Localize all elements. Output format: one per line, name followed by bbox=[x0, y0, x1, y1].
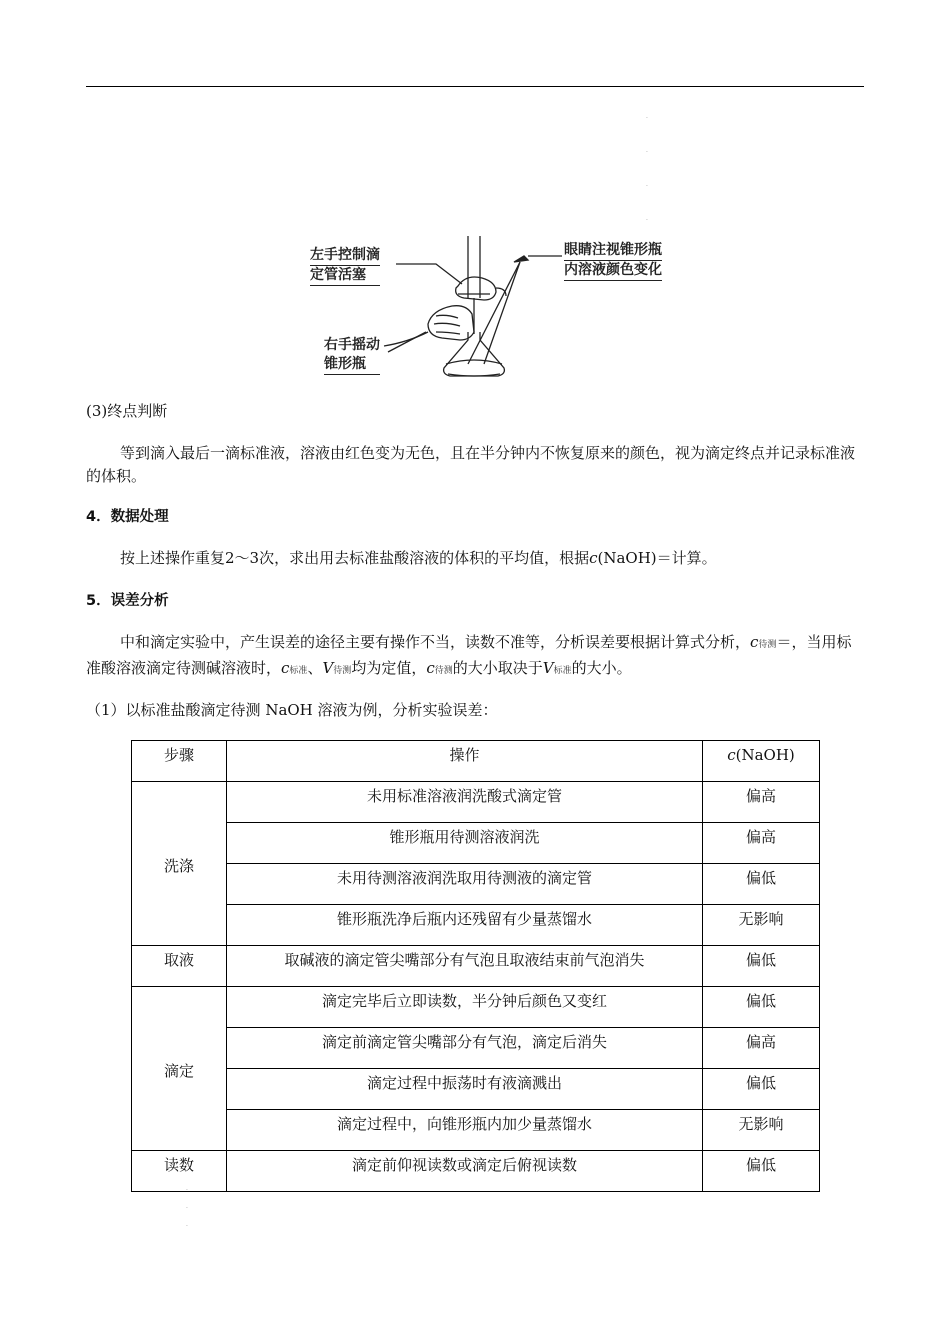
var-c: c bbox=[426, 659, 435, 677]
subscript-biaozhun: 标准 bbox=[553, 666, 572, 676]
table-row bbox=[132, 1028, 820, 1069]
right-hand-label-line1: 右手摇动 bbox=[324, 337, 380, 353]
result-cell: 偏低 bbox=[703, 864, 820, 905]
operation-cell: 未用待测溶液润洗取用待测液的滴定管 bbox=[227, 864, 703, 905]
eye-label bbox=[564, 241, 662, 281]
section5-text-3: 均为定值， bbox=[351, 659, 427, 677]
left-hand-label-line2: 定管活塞 bbox=[310, 266, 380, 286]
table-row bbox=[132, 946, 820, 987]
var-c: c bbox=[281, 659, 290, 677]
operation-cell: 滴定前滴定管尖嘴部分有气泡，滴定后消失 bbox=[227, 1028, 703, 1069]
result-cell: 偏低 bbox=[703, 1151, 820, 1192]
section3-body: 等到滴入最后一滴标准液，溶液由红色变为无色，且在半分钟内不恢复原来的颜色，视为滴定终点并记录标准液的体积。 bbox=[86, 444, 856, 485]
table-row bbox=[132, 1110, 820, 1151]
operation-cell: 取碱液的滴定管尖嘴部分有气泡且取液结束前气泡消失 bbox=[227, 946, 703, 987]
section4-body bbox=[86, 547, 864, 570]
result-cell: 无影响 bbox=[703, 905, 820, 946]
subscript-daice: 待测 bbox=[758, 640, 777, 650]
header-result-rest: (NaOH) bbox=[735, 746, 795, 764]
eye-label-line2: 内溶液颜色变化 bbox=[564, 261, 662, 281]
table-row bbox=[132, 905, 820, 946]
table-row bbox=[132, 864, 820, 905]
result-cell: 偏低 bbox=[703, 946, 820, 987]
section4-text-1: 按上述操作重复2～3次，求出用去标准盐酸溶液的体积的平均值，根据 bbox=[120, 549, 590, 567]
left-hand-label-line1: 左手控制滴 bbox=[310, 246, 380, 266]
section5-text-4: 的大小取决于 bbox=[452, 659, 543, 677]
header-result bbox=[703, 741, 820, 782]
var-c: c bbox=[750, 633, 759, 651]
operation-cell: 未用标准溶液润洗酸式滴定管 bbox=[227, 782, 703, 823]
operation-cell: 滴定过程中，向锥形瓶内加少量蒸馏水 bbox=[227, 1110, 703, 1151]
operation-cell: 滴定前仰视读数或滴定后俯视读数 bbox=[227, 1151, 703, 1192]
subscript-biaozhun: 标准 bbox=[289, 666, 308, 676]
step-cell: 读数 bbox=[132, 1151, 227, 1192]
step-cell: 滴定 bbox=[132, 987, 227, 1151]
header-rule bbox=[86, 86, 864, 87]
right-hand-label-line2: 锥形瓶 bbox=[324, 355, 380, 375]
section5-body bbox=[86, 631, 864, 683]
margin-dots-bottom: . . . bbox=[186, 1185, 188, 1228]
result-cell: 偏低 bbox=[703, 987, 820, 1028]
section5-text-2: ＝，当用标准酸溶液滴定待测碱溶液时， bbox=[86, 633, 852, 677]
header-result-var: c bbox=[727, 746, 736, 764]
subscript-daice: 待测 bbox=[333, 666, 352, 676]
operation-cell: 锥形瓶用待测溶液润洗 bbox=[227, 823, 703, 864]
table-row bbox=[132, 1151, 820, 1192]
header-operation: 操作 bbox=[227, 741, 703, 782]
error-analysis-table bbox=[131, 740, 820, 1192]
section4-title: 4．数据处理 bbox=[86, 509, 169, 525]
section3-title: (3)终点判断 bbox=[86, 402, 168, 420]
var-c: c bbox=[589, 549, 598, 567]
section5-text-1: 中和滴定实验中，产生误差的途径主要有操作不当，读数不准等，分析误差要根据计算式分析， bbox=[120, 633, 751, 651]
table-row bbox=[132, 782, 820, 823]
section5-subheading: （1）以标准盐酸滴定待测 NaOH 溶液为例，分析实验误差： bbox=[86, 701, 498, 719]
result-cell: 偏高 bbox=[703, 782, 820, 823]
step-cell: 取液 bbox=[132, 946, 227, 987]
separator: 、 bbox=[307, 659, 323, 677]
var-v: V bbox=[322, 659, 334, 677]
operation-cell: 滴定过程中振荡时有液滴溅出 bbox=[227, 1069, 703, 1110]
operation-cell: 锥形瓶洗净后瓶内还残留有少量蒸馏水 bbox=[227, 905, 703, 946]
subscript-daice: 待测 bbox=[434, 666, 453, 676]
result-cell: 偏高 bbox=[703, 823, 820, 864]
result-cell: 偏高 bbox=[703, 1028, 820, 1069]
table-header-row bbox=[132, 741, 820, 782]
margin-dots-top: . . . . bbox=[646, 113, 648, 222]
operation-cell: 滴定完毕后立即读数，半分钟后颜色又变红 bbox=[227, 987, 703, 1028]
section5-text-5: 的大小。 bbox=[571, 659, 632, 677]
right-hand-label bbox=[324, 336, 380, 375]
table-row bbox=[132, 987, 820, 1028]
header-step: 步骤 bbox=[132, 741, 227, 782]
section5-title: 5．误差分析 bbox=[86, 593, 169, 609]
result-cell: 偏低 bbox=[703, 1069, 820, 1110]
table-row bbox=[132, 823, 820, 864]
left-hand-label bbox=[310, 246, 380, 286]
step-cell: 洗涤 bbox=[132, 782, 227, 946]
table-row bbox=[132, 1069, 820, 1110]
section4-text-2: (NaOH)＝计算。 bbox=[597, 549, 717, 567]
result-cell: 无影响 bbox=[703, 1110, 820, 1151]
var-v: V bbox=[542, 659, 554, 677]
eye-label-line1: 眼睛注视锥形瓶 bbox=[564, 241, 662, 261]
titration-figure bbox=[308, 236, 680, 384]
